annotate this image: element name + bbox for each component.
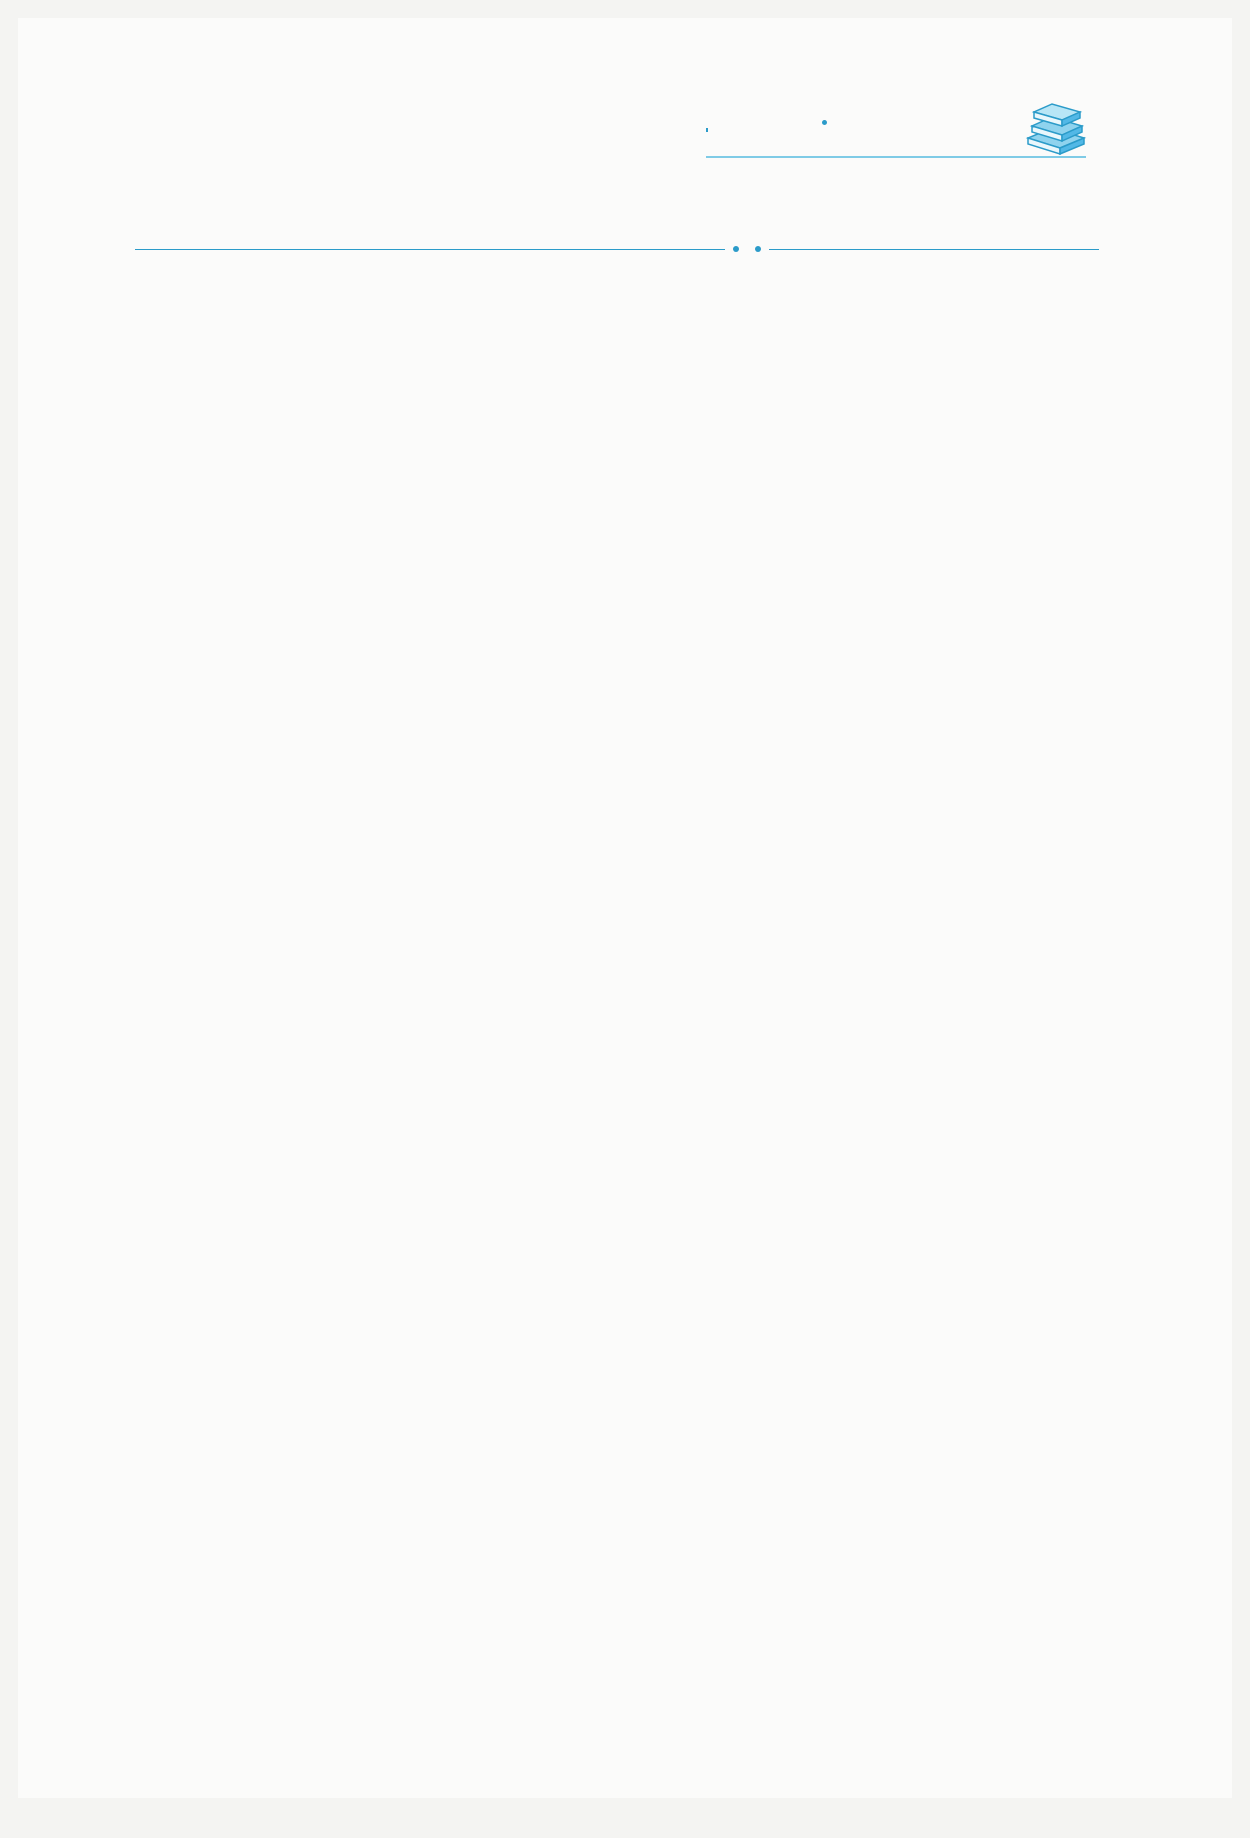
listening-text — [135, 213, 1099, 291]
final-test-divider — [135, 217, 1099, 281]
header-dot — [822, 120, 827, 125]
page — [18, 18, 1232, 1798]
divider-dot — [755, 246, 761, 252]
books-icon — [1024, 98, 1088, 156]
page-header — [706, 98, 1106, 168]
divider-line — [135, 249, 725, 250]
header-rule — [706, 156, 1086, 158]
divider-dot — [733, 246, 739, 252]
grade-label — [706, 128, 724, 132]
divider-line — [769, 249, 1099, 250]
